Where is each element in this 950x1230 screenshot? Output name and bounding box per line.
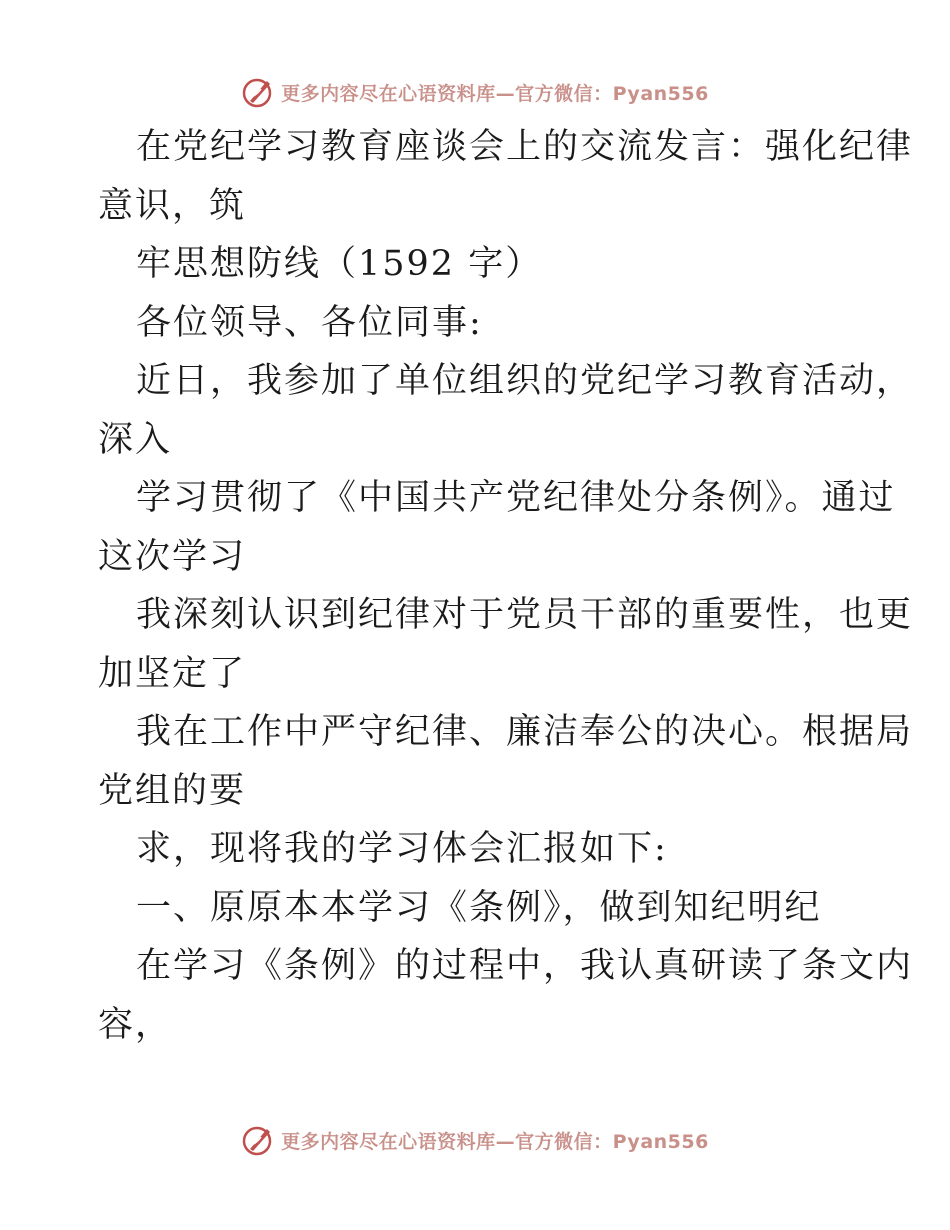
text-line: 学习贯彻了《中国共产党纪律处分条例》。通过 [136,478,896,518]
footer-banner [0,1120,950,1160]
pen-feather-logo-icon [241,1123,275,1157]
pen-feather-logo-icon [241,75,275,109]
text-line: 我在工作中严守纪律、廉洁奉公的决心。根据局 [136,712,914,752]
text-line: 党组的要 [98,770,247,811]
text-line: 加坚定了 [98,653,247,694]
text-line: 各位领导、各位同事: [136,302,483,343]
text-line: 在学习《条例》的过程中，我认真研读了条文内 [136,946,914,986]
text-line: 这次学习 [98,536,247,577]
text-line: 求，现将我的学习体会汇报如下: [136,829,668,869]
text-line: 一、原原本本学习《条例》，做到知纪明纪 [136,887,822,928]
text-line: 近日，我参加了单位组织的党纪学习教育活动， [136,361,914,401]
text-line: 意识，筑 [98,185,247,226]
text-line: 牢思想防线（1592 字） [136,244,543,284]
text-line: 深入 [98,419,173,460]
text-line: 在党纪学习教育座谈会上的交流发言：强化纪律 [136,127,914,167]
document-body [98,118,914,1054]
text-line: 我深刻认识到纪律对于党员干部的重要性，也更 [136,595,914,635]
banner-text: 更多内容尽在心语资料库—官方微信：Pyan556 [281,1130,709,1153]
text-line: 容， [98,1004,173,1045]
header-banner [0,72,950,112]
banner-text: 更多内容尽在心语资料库—官方微信：Pyan556 [281,82,709,105]
